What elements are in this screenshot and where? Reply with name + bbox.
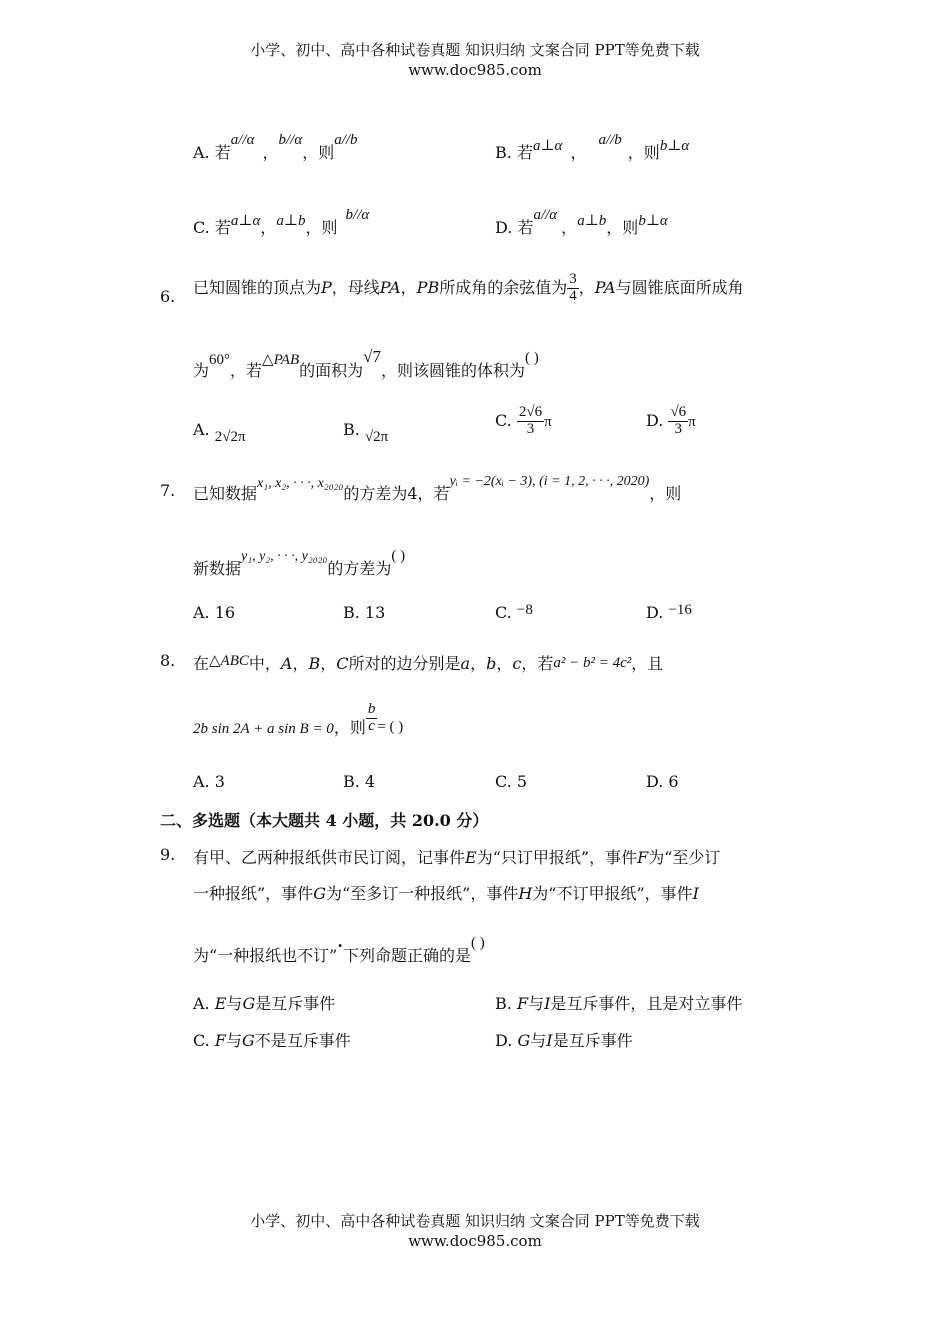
q6-fraction: $\frac{3}{4}$ [569,271,577,304]
section-heading: 二、多选题（本大题共 4 小题，共 20.0 分） [160,811,489,830]
q9-option-b: B. F与I是互斥事件，且是对立事件 [495,994,743,1013]
q6-line-1: 已知圆锥的顶点为P，母线PA，PB所成角的余弦值为 $\frac{3}{4}$ ，PA与圆锥底面所成角 [193,271,744,304]
q6-option-c: C. $\frac{2√6}{3}$ π [495,404,552,437]
q6-option-a: A. 2√2π [193,420,246,445]
q9-line-3: 为“一种报纸也不订”·下列命题正确的是( ) [193,935,485,965]
q8-option-c: C. 5 [495,772,528,791]
header-url: www.doc985.com [408,61,542,79]
q8-number: 8. [160,651,176,670]
q7-option-b: B. 13 [343,603,386,622]
q9-option-a: A. E与G是互斥事件 [193,994,336,1013]
q9-option-c: C. F与G不是互斥事件 [193,1031,351,1050]
q7-option-a: A. 16 [193,603,236,622]
q5-option-a: A. 若a//α，b//α，则a//b [193,132,358,162]
q9-option-d: D. G与I是互斥事件 [495,1031,633,1050]
q8-option-b: B. 4 [343,772,376,791]
q6-line-2: 为60°，若△PAB的面积为√7，则该圆锥的体积为( ) [193,347,539,380]
q7-number: 7. [160,481,176,500]
q8-option-a: A. 3 [193,772,225,791]
q8-line-2: 2b sin 2A + a sin B = 0，则 $\frac{b}{c}$ = ( ) [193,701,404,737]
q9-line-1: 有甲、乙两种报纸供市民订阅，记事件E为“只订甲报纸”，事件F为“至少订 [193,848,721,867]
header-line-1: 小学、初中、高中各种试卷真题 知识归纳 文案合同 PPT等免费下载 [250,41,700,59]
q7-line-1: 已知数据x₁, x₂, · · ·, x₂₀₂₀的方差为4，若yᵢ = −2(xᵢ − 3), (i = 1, 2, · · ·, 2020)，则 [193,474,682,503]
q9-number: 9. [160,845,176,864]
q6-option-b: B. √2π [343,420,389,445]
q8-line-1: 在△ABC中，A，B，C所对的边分别是a，b，c，若a² − b² = 4c²，且 [193,653,664,673]
q5-option-d: D. 若a//α，a⊥b，则b⊥α [495,207,668,237]
q8-option-d: D. 6 [646,772,679,791]
q5-option-c: C. 若a⊥α，a⊥b，则b//α [193,207,370,237]
q7-option-c: C. −8 [495,602,533,622]
q5-option-b: B. 若a⊥α ，a//b，则b⊥α [495,132,690,162]
q6-number: 6. [160,287,176,306]
q9-line-2: 一种报纸”，事件G为“至多订一种报纸”，事件H为“不订甲报纸”，事件I [193,884,699,903]
q6-option-d: D. $\frac{√6}{3}$ π [646,404,696,437]
q7-line-2: 新数据y₁, y₂, · · ·, y₂₀₂₀的方差为( ) [193,548,406,578]
footer-line-1: 小学、初中、高中各种试卷真题 知识归纳 文案合同 PPT等免费下载 [250,1212,700,1230]
footer-url: www.doc985.com [408,1232,542,1250]
q7-option-d: D. −16 [646,602,692,622]
